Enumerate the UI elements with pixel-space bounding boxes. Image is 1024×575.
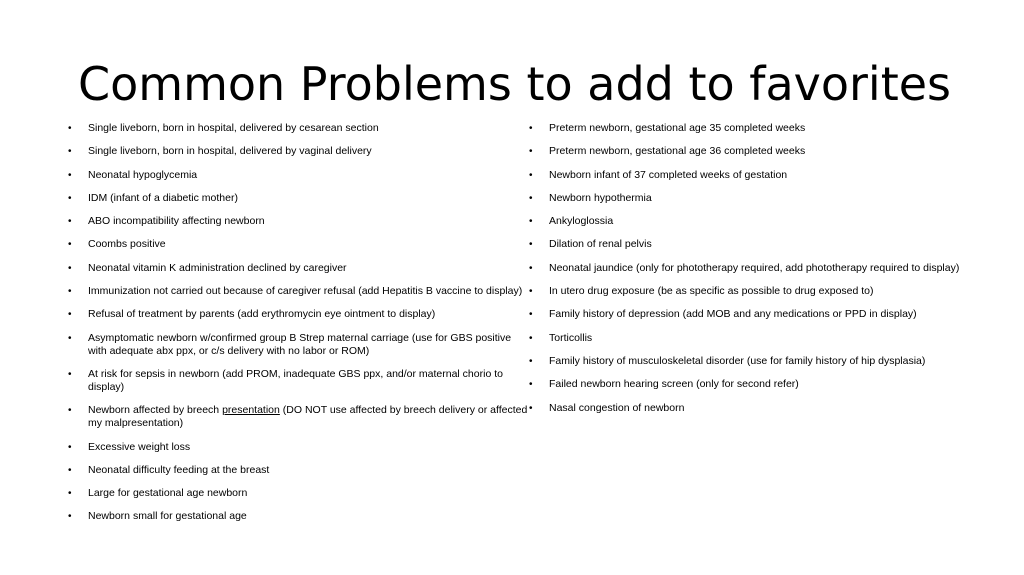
list-item-text: Newborn hypothermia	[549, 191, 652, 204]
list-item-text: Large for gestational age newborn	[88, 487, 248, 500]
list-item-text: Family history of depression (add MOB and any medications or PPD in display)	[549, 308, 917, 321]
left-bullet-list	[68, 122, 528, 523]
list-item	[529, 308, 999, 321]
list-item	[68, 285, 528, 298]
bullet-icon: •	[529, 309, 533, 321]
list-item	[68, 487, 528, 500]
bullet-icon: •	[68, 192, 72, 204]
bullet-icon: •	[68, 262, 72, 274]
list-item-text: Newborn infant of 37 completed weeks of gestation	[549, 168, 788, 181]
list-item	[68, 332, 528, 358]
bullet-icon: •	[68, 169, 72, 181]
list-item-text	[88, 404, 527, 429]
bullet-icon: •	[68, 368, 72, 380]
list-item	[68, 145, 528, 158]
list-item-text: Single liveborn, born in hospital, delivered by cesarean section	[88, 122, 379, 134]
list-item	[68, 262, 528, 275]
list-item	[68, 510, 528, 523]
list-item-text: Single liveborn, born in hospital, delivered by vaginal delivery	[88, 145, 372, 158]
list-item	[68, 192, 528, 205]
bullet-icon: •	[68, 216, 72, 228]
list-item-text: Newborn small for gestational age	[88, 510, 247, 523]
bullet-icon: •	[68, 123, 72, 134]
list-item	[529, 402, 999, 415]
bullet-icon: •	[529, 169, 533, 181]
list-item	[68, 404, 528, 430]
underlined-text: presentation	[222, 404, 280, 417]
list-item	[529, 355, 999, 368]
bullet-icon: •	[68, 464, 72, 476]
list-item	[529, 192, 999, 205]
bullet-icon: •	[529, 239, 533, 251]
list-item-text: Refusal of treatment by parents (add erythromycin eye ointment to display)	[88, 308, 436, 321]
list-item-text: Excessive weight loss	[88, 440, 191, 453]
list-item	[68, 308, 528, 321]
list-item	[68, 368, 528, 394]
list-item	[68, 215, 528, 228]
bullet-icon: •	[68, 511, 72, 523]
list-item-text: Asymptomatic newborn w/confirmed group B Strep maternal carriage (use for GBS positive with adequate abx ppx, or c/s delivery with no labor or ROM)	[88, 331, 512, 357]
list-item	[529, 169, 999, 182]
bullet-icon: •	[529, 192, 533, 204]
bullet-icon: •	[68, 239, 72, 251]
list-item	[68, 238, 528, 251]
list-item-text: Preterm newborn, gestational age 36 completed weeks	[549, 145, 806, 158]
list-item	[529, 215, 999, 228]
list-item	[529, 145, 999, 158]
bullet-icon: •	[529, 355, 533, 367]
bullet-icon: •	[529, 262, 533, 274]
list-item-text: Failed newborn hearing screen (only for second refer)	[549, 378, 799, 391]
list-item-text: Family history of musculoskeletal disorder (use for family history of hip dysplasia)	[549, 354, 926, 367]
list-item-text: ABO incompatibility affecting newborn	[88, 215, 265, 228]
list-item-text: Nasal congestion of newborn	[549, 401, 685, 414]
bullet-icon: •	[68, 405, 72, 417]
list-item	[529, 332, 999, 345]
bullet-icon: •	[529, 286, 533, 298]
list-item	[529, 378, 999, 391]
list-item-text: Neonatal hypoglycemia	[88, 168, 198, 181]
list-item	[68, 122, 528, 135]
bullet-icon: •	[529, 146, 533, 158]
list-item-text: Neonatal vitamin K administration declined by caregiver	[88, 261, 347, 274]
list-item	[529, 238, 999, 251]
list-item-text: Ankyloglossia	[549, 215, 614, 228]
text-segment: (DO NOT use affected by breech delivery or affected my malpresentation)	[88, 404, 528, 430]
list-item	[68, 169, 528, 182]
bullet-icon: •	[529, 123, 533, 134]
list-item-text: Neonatal difficulty feeding at the breast	[88, 463, 270, 476]
list-item	[529, 285, 999, 298]
list-item-text: Dilation of renal pelvis	[549, 238, 652, 251]
left-column	[68, 122, 528, 534]
bullet-icon: •	[68, 488, 72, 500]
text-segment: Newborn affected by breech	[88, 404, 223, 417]
list-item-text: IDM (infant of a diabetic mother)	[88, 191, 238, 204]
bullet-icon: •	[68, 332, 72, 344]
bullet-icon: •	[529, 216, 533, 228]
bullet-icon: •	[529, 402, 533, 414]
list-item-text: In utero drug exposure (be as specific as possible to drug exposed to)	[549, 285, 874, 298]
list-item	[529, 122, 999, 135]
bullet-icon: •	[68, 146, 72, 158]
list-item-text: Torticollis	[549, 331, 593, 344]
list-item-text: Immunization not carried out because of caregiver refusal (add Hepatitis B vaccine to display)	[88, 285, 523, 298]
list-item-text: Coombs positive	[88, 238, 166, 251]
bullet-icon: •	[68, 286, 72, 298]
bullet-icon: •	[529, 379, 533, 391]
bullet-icon: •	[68, 309, 72, 321]
slide-title: Common Problems to add to favorites	[78, 57, 952, 111]
list-item-text: At risk for sepsis in newborn (add PROM, inadequate GBS ppx, and/or maternal chorio to display)	[88, 367, 503, 393]
list-item	[529, 262, 999, 275]
list-item-text: Preterm newborn, gestational age 35 completed weeks	[549, 122, 806, 134]
right-bullet-list	[529, 122, 999, 415]
bullet-icon: •	[529, 332, 533, 344]
list-item-text: Neonatal jaundice (only for phototherapy required, add phototherapy required to display)	[549, 261, 960, 274]
bullet-icon: •	[68, 441, 72, 453]
list-item	[68, 464, 528, 477]
list-item	[68, 441, 528, 454]
right-column	[529, 122, 999, 425]
